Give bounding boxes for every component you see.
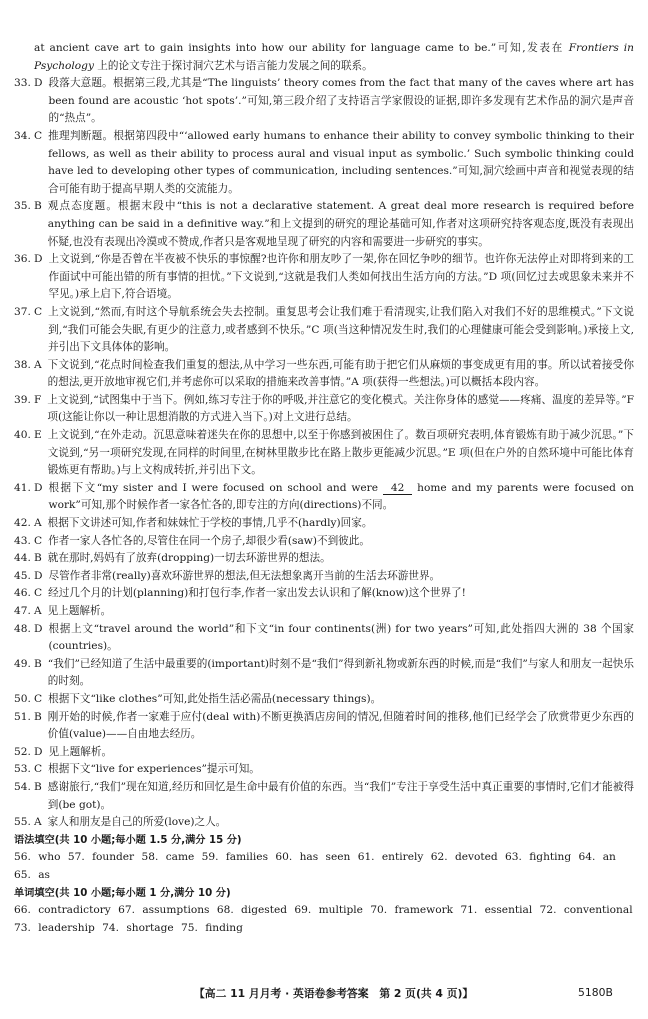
answer-content — [14, 40, 634, 937]
answer-letter: C — [34, 763, 43, 776]
answer-entry — [14, 585, 634, 603]
explanation: 刚开始的时候,作者一家难于应付(deal with)不断更换酒店房间的情况,但随着时间的推移,他们已经学会了欣赏带更少东西的价值(value)——自由地去经历。 — [47, 710, 634, 741]
question-number: 54. — [14, 780, 31, 793]
question-number: 55. — [14, 816, 31, 829]
explanation: 根据下文“like clothes”可知,此处指生活必需品(necessary things)。 — [48, 692, 382, 705]
explanation — [49, 480, 635, 515]
blank-number: 42 — [383, 482, 412, 495]
answer-entry — [14, 691, 634, 709]
question-number: 43. — [14, 534, 31, 547]
explanation: 尽管作者非常(really)喜欢环游世界的想法,但无法想象离开当前的生活去环游世界。 — [48, 569, 441, 582]
answer-entry — [14, 515, 634, 533]
question-number: 52. — [14, 745, 31, 758]
answer-entry — [14, 761, 634, 779]
intro-suffix: 上的论文专注于探讨洞穴艺术与语言能力发展之间的联系。 — [93, 59, 373, 72]
answer-letter: C — [34, 534, 43, 547]
explanation: “我们”已经知道了生活中最重要的(important)时刻不是“我们”得到新礼物或新东西的时候,而是“我们”与家人和朋友一起快乐的时刻。 — [47, 657, 634, 688]
answer-entry — [14, 656, 634, 691]
intro-prefix: at ancient cave art to gain insights into how our ability for language came to be.”可知,发表在 — [34, 42, 569, 54]
footer-title: 【高二 11 月月考 · 英语卷参考答案 第 2 页(共 4 页)】 — [194, 987, 474, 1000]
answer-entry — [14, 533, 634, 551]
explanation-text: home and my parents were focused on work”可知,那个时候作者一家各忙各的,即专注的方向(directions)不同。 — [48, 481, 634, 512]
explanation: 作者一家人各忙各的,尽管住在同一个房子,却很少看(saw)不到彼此。 — [48, 534, 370, 547]
answer-entry — [14, 128, 634, 198]
answer-letter: B — [34, 657, 42, 670]
answer-entry — [14, 550, 634, 568]
answer-entry — [14, 75, 634, 128]
question-number: 35. — [14, 200, 31, 213]
answer-letter: C — [34, 129, 43, 142]
question-number: 34. — [14, 129, 31, 142]
answer-letter: E — [34, 429, 42, 442]
answer-letter: A — [34, 605, 42, 617]
question-number: 40. — [14, 429, 31, 442]
question-number: 51. — [14, 710, 31, 723]
question-number: 46. — [14, 587, 31, 600]
question-number: 42. — [14, 517, 31, 530]
answer-entry — [14, 814, 634, 832]
answer-letter: D — [34, 622, 43, 635]
answer-entry — [14, 709, 634, 744]
answer-entry — [14, 480, 634, 515]
explanation: 上文说到,“试图集中于当下。例如,练习专注于你的呼吸,并注意它的变化模式。关注你身体的感觉——疼痛、温度的差异等。”F 项(这能让你以一种让思想消散的方式进入当下。)对上文进行总结。 — [47, 393, 634, 424]
answer-letter: A — [34, 816, 42, 829]
answer-letter: D — [34, 77, 43, 90]
answer-letter: C — [34, 305, 43, 318]
question-number: 36. — [14, 253, 31, 266]
vocab-heading: 单词填空(共 10 小题;每小题 1 分,满分 10 分) — [14, 887, 231, 899]
explanation: 见上题解析。 — [48, 745, 113, 758]
answer-entry — [14, 357, 634, 392]
explanation: 上文说到,“在外走动。沉思意味着迷失在你的思想中,以至于你感到被困住了。数百项研究表明,体育锻炼有助于减少沉思。”下文说到,“另一项研究发现,在同样的时间里,在树林里散步比在路上散步更能减少沉思。”E 项(但在户外的自然环境中可能比体育锻炼更有帮助。)与上文构成转折,并引出下文。 — [47, 429, 634, 477]
question-number: 50. — [14, 692, 31, 705]
answer-entry — [14, 392, 634, 427]
explanation: 见上题解析。 — [47, 605, 112, 617]
answer-letter: D — [34, 253, 43, 266]
answer-entry — [14, 621, 634, 656]
explanation: 根据下文讲述可知,作者和妹妹忙于学校的事情,几乎不(hardly)回家。 — [47, 517, 373, 530]
grammar-answers: 56. who 57. founder 58. came 59. families 60. has seen 61. entirely 62. devoted 63. fighting 64. an 65. as — [14, 851, 616, 881]
explanation: 推理判断题。根据第四段中“‘allowed early humans to enhance their ability to convey symbolic thinking to their fellows, as well as their ability to process aural and visual input as symbolic.’ Such symbolic thinking could have led to developing other types of communication, including sentences.”可知,洞穴绘画中声音和视觉表现的结合可能有助于提高早期人类的交流能力。 — [48, 129, 634, 195]
explanation: 经过几个月的计划(planning)和打包行李,作者一家出发去认识和了解(know)这个世界了! — [48, 587, 466, 600]
answer-letter: B — [34, 710, 42, 723]
answer-letter: D — [34, 481, 43, 494]
explanation: 下文说到,“花点时间检查我们重复的想法,从中学习一些东西,可能有助于把它们从麻烦的事变成更有用的事。所以试着接受你的想法,更开放地审视它们,并考虑你可以采取的措施来改善事情。”A 项(获得一些想法。)可以概括本段内容。 — [47, 358, 634, 389]
explanation: 家人和朋友是自己的所爱(love)之人。 — [47, 816, 227, 829]
vocab-answers: 66. contradictory 67. assumptions 68. digested 69. multiple 70. framework 71. essential 72. conventional 73. leadership 74. shortage 75. finding — [14, 904, 633, 934]
answer-entry — [14, 251, 634, 304]
explanation: 上文说到,“然而,有时这个导航系统会失去控制。重复思考会让我们难于看清现实,让我们陷入对我们不好的思维模式。”下文说到,“我们可能会失眠,有更少的注意力,或者感到不快乐。”C 项(当这种情况发生时,我们的心理健康可能会受到影响。)承接上文,并引出下文具体体的影响。 — [48, 305, 634, 354]
explanation-text: 根据下文“my sister and I were focused on school and were — [48, 481, 383, 494]
answer-letter: D — [34, 745, 43, 758]
intro-paragraph — [14, 40, 634, 75]
answer-letter: B — [34, 552, 42, 565]
answer-letter: B — [34, 780, 42, 793]
answer-letter: A — [34, 358, 42, 371]
answer-letter: C — [34, 692, 43, 705]
grammar-heading: 语法填空(共 10 小题;每小题 1.5 分,满分 15 分) — [14, 834, 242, 846]
question-number: 41. — [14, 481, 31, 494]
footer-code: 5180B — [578, 986, 613, 999]
explanation: 上文说到,“你是否曾在半夜被不快乐的事惊醒?也许你和朋友吵了一架,你在回忆争吵的细节。也许你无法停止对即将到来的工作面试中可能出错的所有事情的担忧。”下文说到,“这就是我们人类如何找出生活方向的方法。”D 项(回忆过去或思象未来并不罕见。)承上启下,符合语境。 — [48, 253, 634, 301]
explanation: 就在那时,妈妈有了放弃(dropping)一切去环游世界的想法。 — [47, 552, 331, 565]
answer-entry — [14, 568, 634, 586]
answer-letter: F — [34, 393, 42, 406]
answer-entry — [14, 779, 634, 814]
answer-entry — [14, 427, 634, 480]
explanation: 观点态度题。根据末段中“this is not a declarative statement. A great deal more research is required before anything can be said in a definitive way.”和上文提到的研究的理论基础可知,作者对这项研究持客观态度,既没有表现出怀疑,也没有表现出冷漠或不赞成,作者只是客观地呈现了研究的内容和需要进一步研究的事实。 — [47, 200, 634, 248]
explanation: 段落大意题。根据第三段,尤其是“The linguists’ theory comes from the fact that many of the caves where art has been found are acoustic ‘hot spots’.”可知,第三段介绍了支持语言学家假设的证据,即许多发现有艺术作品的洞穴是声音的“热点”。 — [48, 77, 634, 125]
answer-letter: A — [34, 517, 42, 530]
question-number: 39. — [14, 393, 31, 406]
answer-letter: B — [34, 200, 42, 213]
question-number: 53. — [14, 763, 31, 776]
answer-entry — [14, 744, 634, 762]
explanation: 感谢旅行,“我们”现在知道,经历和回忆是生命中最有价值的东西。当“我们”专注于享受生活中真正重要的事情时,它们才能被得到(be got)。 — [47, 780, 634, 811]
journal-name: Frontiers in Psychology — [34, 42, 634, 72]
question-number: 47. — [14, 605, 31, 617]
answer-list — [14, 75, 634, 832]
question-number: 37. — [14, 305, 31, 318]
question-number: 45. — [14, 569, 31, 582]
answer-letter: C — [34, 587, 43, 600]
question-number: 44. — [14, 552, 31, 565]
answer-entry — [14, 603, 634, 621]
answer-entry — [14, 304, 634, 357]
question-number: 38. — [14, 358, 31, 371]
explanation: 根据下文“live for experiences”提示可知。 — [48, 763, 260, 776]
question-number: 48. — [14, 622, 31, 635]
question-number: 33. — [14, 77, 31, 90]
answer-entry — [14, 198, 634, 251]
question-number: 49. — [14, 657, 31, 670]
answer-letter: D — [34, 569, 43, 582]
explanation: 根据上文“travel around the world”和下文“in four continents(洲) for two years”可知,此处指四大洲的 38 个国家(countries)。 — [48, 622, 634, 653]
